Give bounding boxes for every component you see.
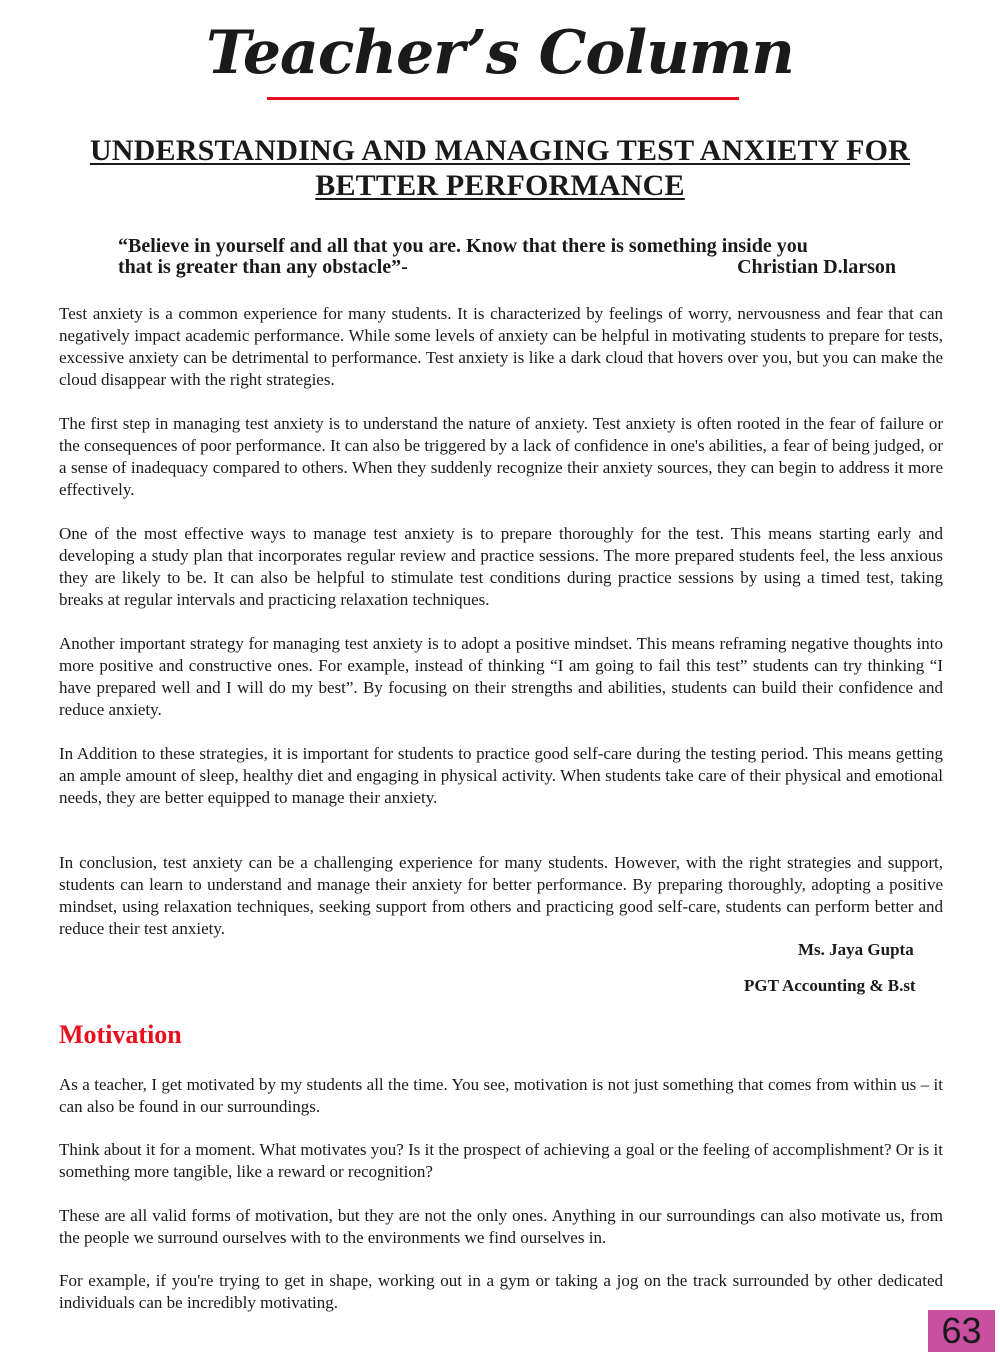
author-name: Ms. Jaya Gupta [798,940,914,959]
article-title: UNDERSTANDING AND MANAGING TEST ANXIETY FOR BETTER PERFORMANCE [89,134,911,202]
quote-line-2: that is greater than any obstacle”- [118,256,408,278]
motivation-heading: Motivation [59,1020,182,1049]
article-paragraph-3: One of the most effective ways to manage test anxiety is to prepare thoroughly for the test. This means starting early and developing a study plan that incorporates regular review and practice sessions. The more prepared students feel, the less anxious they are likely to be. It can also be helpful to stimulate test conditions during practice sessions by using a timed test, taking breaks at regular intervals and practicing relaxation techniques. [59,524,943,609]
motivation-paragraph-4: For example, if you're trying to get in shape, working out in a gym or taking a jog on the track surrounded by other dedicated individuals can be incredibly motivating. [59,1271,943,1312]
article-paragraph-2: The first step in managing test anxiety is to understand the nature of anxiety. Test anxiety is often rooted in the fear of failure or the consequences of poor performance. It can also be triggered by a lack of confidence in one's abilities, a fear of being judged, or a sense of inadequacy compared to others. When they suddenly recognize their anxiety sources, they can begin to address it more effectively. [59,414,943,499]
motivation-paragraph-3: These are all valid forms of motivation, but they are not the only ones. Anything in our surroundings can also motivate us, from the people we surround ourselves with to the environments we find ourselves in. [59,1206,943,1247]
quote-author: Christian D.larson [737,256,896,278]
article-paragraph-4: Another important strategy for managing test anxiety is to adopt a positive mindset. This means reframing negative thoughts into more positive and constructive ones. For example, instead of thinking “I am going to fail this test” students can try thinking “I have prepared well and I will do my best”. By focusing on their strengths and abilities, students can build their confidence and reduce anxiety. [59,634,943,719]
quote-line-2-row [118,257,900,278]
masthead [0,18,1000,88]
quote-line-1: “Believe in yourself and all that you are. Know that there is something inside you [118,235,808,257]
title-divider [267,97,739,100]
page-number-badge: 63 [928,1310,995,1352]
motivation-paragraph-2: Think about it for a moment. What motivates you? Is it the prospect of achieving a goal or the feeling of accomplishment? Or is it something more tangible, like a reward or recognition? [59,1140,943,1181]
column-title: Teacher’s Column [206,18,794,88]
epigraph-quote [118,236,900,278]
motivation-paragraph-1: As a teacher, I get motivated by my students all the time. You see, motivation is not just something that comes from within us – it can also be found in our surroundings. [59,1075,943,1116]
author-role: PGT Accounting & B.st [744,976,916,995]
article-paragraph-1: Test anxiety is a common experience for many students. It is characterized by feelings of worry, nervousness and fear that can negatively impact academic performance. While some levels of anxiety can be helpful in motivating students to prepare for tests, excessive anxiety can be detrimental to performance. Test anxiety is like a dark cloud that hovers over you, but you can make the cloud disappear with the right strategies. [59,304,943,389]
article-paragraph-6: In conclusion, test anxiety can be a challenging experience for many students. However, with the right strategies and support, students can learn to understand and manage their anxiety for better performance. By preparing thoroughly, adopting a positive mindset, using relaxation techniques, seeking support from others and practicing good self-care, students can perform better and reduce their test anxiety. [59,853,943,938]
article-paragraph-5: In Addition to these strategies, it is important for students to practice good self-care during the testing period. This means getting an ample amount of sleep, healthy diet and engaging in physical activity. When students take care of their physical and emotional needs, they are better equipped to manage their anxiety. [59,744,943,807]
